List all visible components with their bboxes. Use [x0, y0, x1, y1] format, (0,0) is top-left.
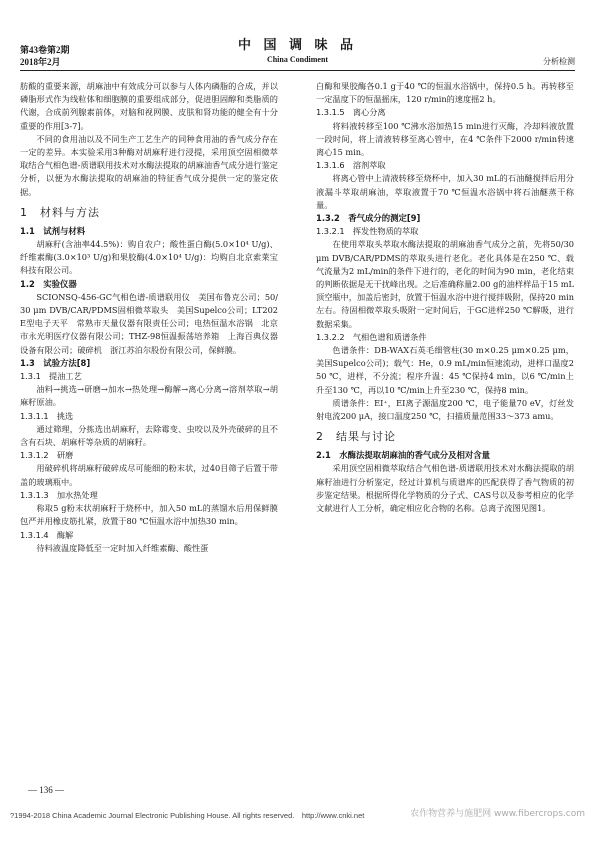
subsection-heading: 2.1 水酶法提取胡麻油的香气成分及相对含量 — [316, 450, 490, 461]
subsection-heading: 1.3 试验方法[8] — [20, 357, 91, 368]
header-rule — [20, 70, 575, 71]
section-heading-results: 2 结果与讨论 — [316, 430, 396, 444]
subsection-heading: 1.1 试剂与材料 — [20, 225, 86, 236]
paragraph: 待料液温度降低至一定时加入纤维素酶、酸性蛋 — [36, 542, 209, 553]
subsubsection-heading: 1.3.2.1 挥发性物质的萃取 — [316, 226, 419, 237]
paragraph: SCIONSQ-456-GC气相色谱-质谱联用仪 美国布鲁克公司；50/30 μm DVB/CAR/PDMS固相微萃取头 美国Supelco公司；LT202E型电子天平 常熟市天量仪器有限责任公司；电热恒温水浴锅 北京市永光明医疗仪器有限公司；THZ-98恒温振荡培养箱 上海百典仪器设备有限公司；破碎机 浙江苏泊尔股份有限公司，保鲜膜。 — [20, 291, 278, 355]
subsubsection-heading: 1.3.1.6 溶剂萃取 — [316, 160, 386, 171]
watermark: 农作物营养与施肥网 www.fibercrops.com — [410, 809, 585, 819]
left-column — [20, 80, 278, 555]
issue-volume: 第43卷第2期 — [20, 45, 70, 55]
paragraph: 在使用萃取头萃取水酶法提取的胡麻油香气成分之前，先将50/30 μm DVB/CAR/PDMS的萃取头进行老化。老化具体是在250 ℃、载气流量为2 mL/min的条件下进行的，老化的时间为90 min，老化结束的判断依据是无干扰峰出现。之后准确称量2.00 g的油样样品于15 mL顶空瓶中，加盖后密封，放置于恒温水浴中进行搅拌吸附，保持20 min左右。待固相微萃取头吸附一定时间后，于GC进样250 ℃解吸，进行数据采集。 — [316, 239, 574, 329]
paragraph: 不同的食用油以及不同生产工艺生产的同种食用油的香气成分存在一定的差异。本实验采用3种酶对胡麻籽进行浸提，采用顶空固相微萃取结合气相色谱-质谱联用技术对水酶法提取的胡麻油香气成分进行鉴定分析，以便为水酶法提取的胡麻油的特征香气成分提供一定的鉴定依据。 — [20, 133, 278, 197]
subsubsection-heading: 1.3.1.2 研磨 — [20, 450, 74, 461]
paragraph: 将料液转移至100 ℃沸水浴加热15 min进行灭酶，冷却料液放置一段时间，将上清液转移至离心管中，在4 ℃条件下2000 r/min转速离心15 min。 — [316, 120, 574, 158]
subsection-heading: 1.2 实验仪器 — [20, 278, 77, 289]
paragraph: 通过筛理，分拣选出胡麻籽，去除霉变、虫咬以及外壳破碎的且不含有石块、胡麻杆等杂质的胡麻籽。 — [20, 423, 278, 448]
paragraph: 将离心管中上清液转移至烧杯中，加入30 mL的石油醚搅拌后用分液漏斗萃取胡麻油，萃取液置于70 ℃恒温水浴锅中将石油醚蒸干称量。 — [316, 173, 574, 210]
paragraph: 白酶和果胶酶各0.1 g于40 ℃的恒温水浴锅中，保持0.5 h。再转移至一定温度下的恒温摇床，120 r/min的速度摇2 h。 — [316, 81, 574, 105]
page-number: — 136 — — [28, 785, 64, 795]
subsubsection-heading: 1.3.2.2 气相色谱和质谱条件 — [316, 331, 427, 342]
paragraph: 色谱条件：DB-WAX石英毛细管柱(30 m×0.25 μm×0.25 μm，美国Supelco公司)；载气：He，0.9 mL/min恒速流动，进样口温度250 ℃，进样，不分流；程序升温：45 ℃保持4 min，以6 ℃/min上升至130 ℃，再以10 ℃/min上升至230 ℃，保持8 min。 — [316, 345, 574, 395]
paragraph: 采用顶空固相微萃取结合气相色谱-质谱联用技术对水酶法提取的胡麻籽油进行分析鉴定，经过计算机与质谱库的匹配获得了香气物质的初步鉴定结果。根据所得化学物质的分子式、CAS号以及参考相应的化学文献进行人工分析，确定相应化合物的名称。总离子流图见图1。 — [316, 463, 574, 514]
right-column — [316, 80, 574, 515]
page-footer — [10, 810, 585, 821]
subsection-heading: 1.3.2 香气成分的测定[9] — [316, 213, 421, 224]
paragraph: 胡麻籽(含油率44.5%)：购自农户；酸性蛋白酶(5.0×10⁴ U/g)、纤维素酶(3.0×10³ U/g)和果胶酶(4.0×10⁴ U/g)：均购自北京索莱宝科技有限公司。 — [20, 239, 278, 276]
page-header — [20, 10, 575, 72]
paragraph: 质谱条件：EI⁺，EI离子源温度200 ℃，电子能量70 eV，灯丝发射电流200 μA，接口温度250 ℃，扫描质量范围33～373 amu。 — [316, 397, 574, 422]
journal-title — [20, 38, 575, 66]
subsubsection-heading: 1.3.1.3 加水热处理 — [20, 489, 98, 500]
paragraph: 油料→挑选→研磨→加水→热处理→酶解→离心分离→溶剂萃取→胡麻籽原油。 — [20, 384, 278, 408]
section-heading-materials: 1 材料与方法 — [20, 205, 100, 219]
journal-title-cn: 中 国 调 味 品 — [237, 38, 358, 53]
copyright-notice: ?1994-2018 China Academic Journal Electronic Publishing House. All rights reserved. http://www.cnki.net — [10, 811, 365, 820]
paragraph: 用破碎机将胡麻籽破碎成尽可能细的粉末状，过40目筛子后置于带盖的玻璃瓶中。 — [20, 463, 278, 487]
paragraph: 肪酸的重要来源，胡麻油中有效成分可以参与人体内磷脂的合成，并以磷脂形式作为线粒体和细胞膜的重要组成部分，促进胆固醇和类脂质的代谢，合成前列腺素前体，对脑和视网膜、皮肤和肾功能的健全有十分重要的作用[3-7]。 — [20, 81, 278, 131]
subsubsection-heading: 1.3.1.4 酶解 — [20, 529, 74, 540]
subsubsection-heading: 1.3.1 提油工艺 — [20, 371, 82, 382]
journal-title-en: China Condiment — [266, 55, 329, 64]
section-name: 分析检测 — [543, 57, 575, 66]
subsubsection-heading: 1.3.1.5 离心分离 — [316, 107, 386, 118]
issue-date: 2018年2月 — [20, 57, 61, 67]
paragraph: 称取5 g粉末状胡麻籽于烧杯中，加入50 mL的蒸馏水后用保鲜膜包严并用橡皮筋扎紧，放置于80 ℃恒温水浴中加热30 min。 — [20, 503, 278, 527]
subsubsection-heading: 1.3.1.1 挑选 — [20, 410, 74, 421]
